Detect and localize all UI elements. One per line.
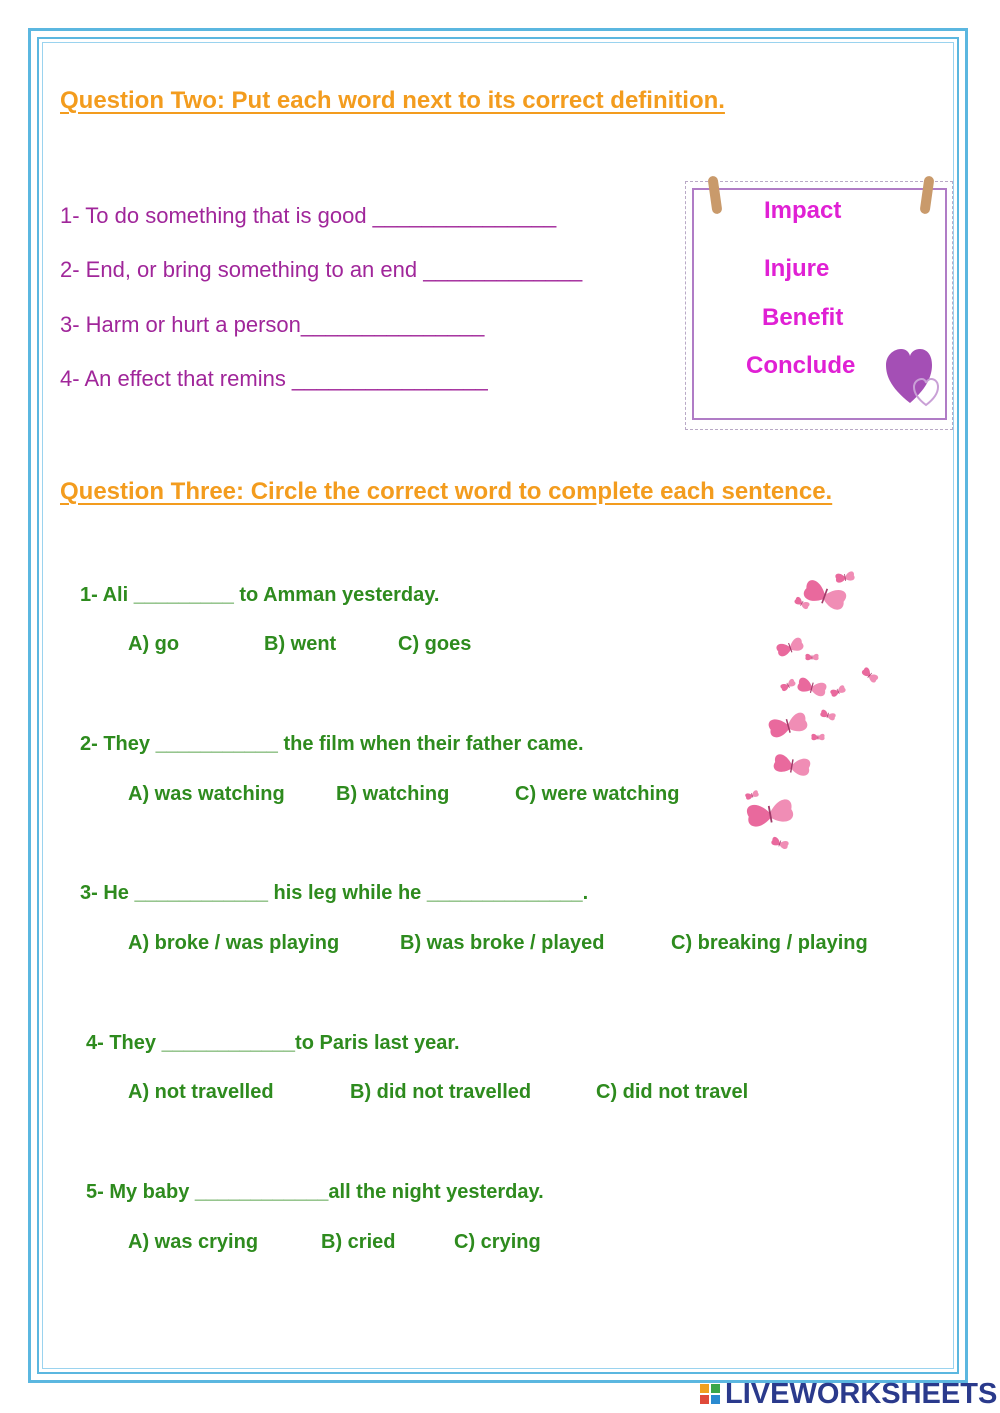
definition-1[interactable]: 1- To do something that is good _______________ bbox=[60, 203, 557, 228]
option-3b[interactable]: B) was broke / played bbox=[400, 932, 605, 954]
sentence-5: 5- My baby ____________all the night yesterday. bbox=[86, 1181, 544, 1203]
liveworksheets-logo-icon bbox=[700, 1382, 722, 1408]
option-1a[interactable]: A) go bbox=[128, 633, 180, 655]
option-1c[interactable]: C) goes bbox=[398, 633, 472, 655]
option-4c[interactable]: C) did not travel bbox=[596, 1081, 749, 1103]
option-1b[interactable]: B) went bbox=[264, 633, 337, 655]
liveworksheets-brand[interactable] bbox=[700, 1378, 997, 1411]
question-two-title: Question Two: Put each word next to its correct definition. bbox=[60, 87, 725, 114]
option-5c[interactable]: C) crying bbox=[454, 1231, 541, 1253]
option-4b[interactable]: B) did not travelled bbox=[350, 1081, 532, 1103]
word-injure[interactable]: Injure bbox=[764, 255, 830, 282]
word-benefit[interactable]: Benefit bbox=[762, 304, 844, 331]
question-three-title: Question Three: Circle the correct word to complete each sentence. bbox=[60, 478, 833, 505]
option-5a[interactable]: A) was crying bbox=[128, 1231, 259, 1253]
definition-4[interactable]: 4- An effect that remins ________________ bbox=[60, 366, 488, 391]
sentence-1: 1- Ali _________ to Amman yesterday. bbox=[80, 584, 440, 606]
word-conclude[interactable]: Conclude bbox=[746, 352, 856, 379]
butterflies-icon bbox=[740, 565, 890, 855]
option-2b[interactable]: B) watching bbox=[336, 783, 450, 805]
definition-2[interactable]: 2- End, or bring something to an end _____________ bbox=[60, 257, 583, 282]
sentence-3: 3- He ____________ his leg while he ______________. bbox=[80, 882, 589, 904]
brand-name: LIVEWORKSHEETS bbox=[725, 1378, 998, 1410]
sentence-4: 4- They ____________to Paris last year. bbox=[86, 1032, 460, 1054]
definition-3[interactable]: 3- Harm or hurt a person_______________ bbox=[60, 312, 485, 337]
option-2a[interactable]: A) was watching bbox=[128, 783, 285, 805]
option-4a[interactable]: A) not travelled bbox=[128, 1081, 274, 1103]
hearts-icon bbox=[886, 345, 944, 409]
option-5b[interactable]: B) cried bbox=[321, 1231, 396, 1253]
option-3a[interactable]: A) broke / was playing bbox=[128, 932, 340, 954]
option-3c[interactable]: C) breaking / playing bbox=[671, 932, 868, 954]
word-impact[interactable]: Impact bbox=[764, 197, 842, 224]
sentence-2: 2- They ___________ the film when their father came. bbox=[80, 733, 584, 755]
option-2c[interactable]: C) were watching bbox=[515, 783, 680, 805]
